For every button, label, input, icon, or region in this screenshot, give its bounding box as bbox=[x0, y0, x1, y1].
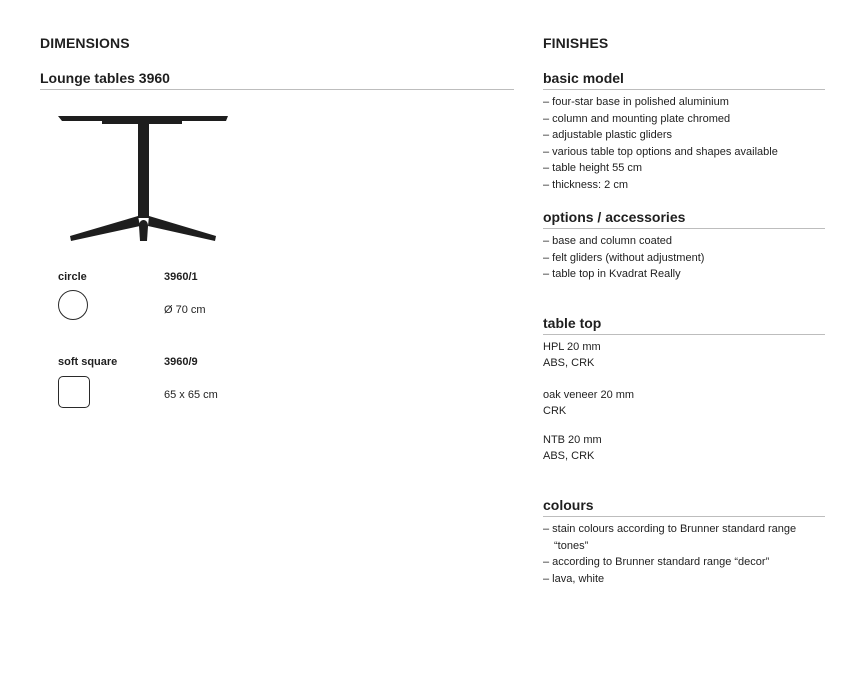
table-top-material: NTB 20 mm bbox=[543, 434, 602, 446]
list-item-continuation: “tones” bbox=[554, 539, 589, 552]
options-title: options / accessories bbox=[543, 209, 686, 225]
variant-size: 65 x 65 cm bbox=[164, 389, 218, 401]
finishes-heading: FINISHES bbox=[543, 35, 609, 51]
divider bbox=[543, 89, 825, 90]
table-top-option bbox=[543, 387, 634, 419]
options-list bbox=[543, 233, 704, 283]
table-side-view-drawing bbox=[56, 112, 232, 244]
dimensions-heading: DIMENSIONS bbox=[40, 35, 130, 51]
divider bbox=[40, 89, 514, 90]
basic-model-title: basic model bbox=[543, 70, 624, 86]
colours-title: colours bbox=[543, 497, 594, 513]
table-top-edges: ABS, CRK bbox=[543, 357, 595, 369]
variant-code: 3960/9 bbox=[164, 356, 198, 368]
list-item-text: – stain colours according to Brunner standard range bbox=[543, 523, 797, 535]
table-top-edges: ABS, CRK bbox=[543, 450, 595, 462]
variant-shape-label: soft square bbox=[58, 356, 118, 368]
list-item: – according to Brunner standard range “decor” bbox=[543, 556, 770, 569]
list-item: – base and column coated bbox=[543, 235, 673, 247]
product-subtitle: Lounge tables 3960 bbox=[40, 70, 170, 86]
divider bbox=[543, 228, 825, 229]
list-item: – column and mounting plate chromed bbox=[543, 112, 731, 125]
table-top-material: HPL 20 mm bbox=[543, 341, 601, 353]
list-item bbox=[543, 521, 796, 554]
list-item: – table top in Kvadrat Really bbox=[543, 268, 681, 281]
variant-code: 3960/1 bbox=[164, 271, 198, 283]
list-item: – lava, white bbox=[543, 572, 605, 585]
table-top-option bbox=[543, 432, 602, 464]
circle-shape-icon bbox=[58, 290, 88, 320]
variant-size: Ø 70 cm bbox=[164, 304, 206, 316]
list-item: – thickness: 2 cm bbox=[543, 178, 628, 191]
list-item: – adjustable plastic gliders bbox=[543, 129, 673, 142]
variant-shape-label: circle bbox=[58, 271, 87, 283]
divider bbox=[543, 334, 825, 335]
list-item: – four-star base in polished aluminium bbox=[543, 96, 729, 108]
basic-model-list bbox=[543, 94, 778, 194]
list-item: – various table top options and shapes available bbox=[543, 145, 778, 158]
list-item: – felt gliders (without adjustment) bbox=[543, 251, 705, 264]
divider bbox=[543, 516, 825, 517]
colours-list bbox=[543, 521, 796, 587]
table-top-option bbox=[543, 339, 601, 371]
table-top-edges: CRK bbox=[543, 405, 567, 417]
table-top-title: table top bbox=[543, 315, 602, 331]
table-top-material: oak veneer 20 mm bbox=[543, 389, 635, 401]
soft-square-shape-icon bbox=[58, 376, 90, 408]
list-item: – table height 55 cm bbox=[543, 162, 643, 175]
